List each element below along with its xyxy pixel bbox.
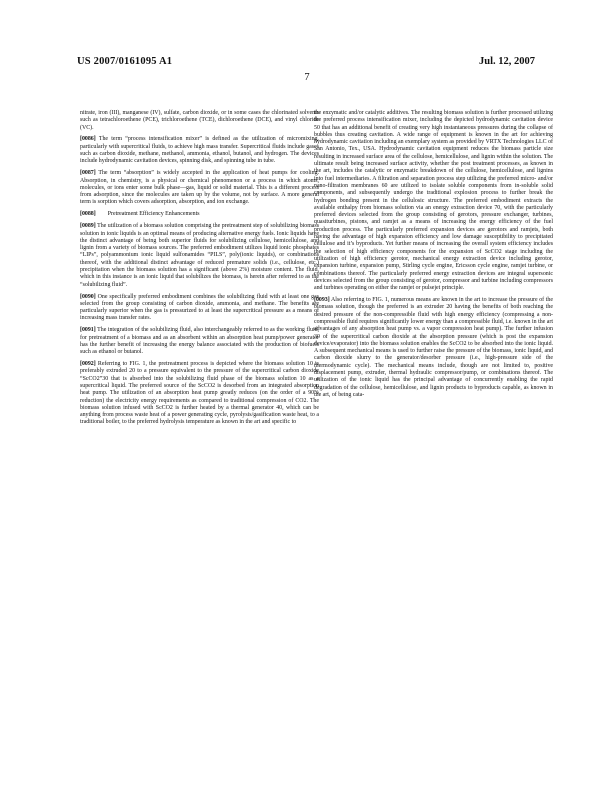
paragraph-number: [0089] <box>80 223 96 230</box>
page-number: 7 <box>304 72 310 83</box>
paragraph-number: [0088] <box>80 211 96 218</box>
paragraph: [0092] Referring to FIG. 1, the pretreatment process is depicted where the biomass solution 10 is preferably extruded 20 to a pressure equivalent to the pressure of the supercritical carbon dioxide “ScCO2”30 that is absorbed into the solubilizing fluid phase of the biomass solution 10 as a supercritical liquid. The preferred source of the ScCO2 is desorbed from an integrated absorption heat pump. The utilization of an absorption heat pump greatly reduces (on the order of a 90% reduction) the electricity energy requirements as compared to traditional compression of CO2. The biomass solution infused with ScCO2 is further heated by a thermal generator 40, which can be anything from process waste heat of a power generating cycle, pyrolysis/gasification waste heat, to a traditional boiler, to the preferred hydrolysis temperature as known in the art and specific to <box>80 361 319 426</box>
right-column <box>314 110 553 404</box>
paragraph-number: [0093] <box>314 297 330 304</box>
left-column <box>80 110 319 431</box>
paragraph: [0086] The term “process intensification mixer” is defined as the utilization of micromixing, particularly with supercritical fluids, to achieve high mass transfer. Supercritical fluids include gases such as carbon dioxide, methane, methanol, ammonia, ethanol, butanol, and hydrogen. The devices include hydrodynamic cavitation devices, spinning disk, and spinning tube in tube. <box>80 136 319 165</box>
publication-number: US 2007/0161095 A1 <box>77 56 173 67</box>
paragraph-number: [0091] <box>80 327 96 334</box>
paragraph-number: [0086] <box>80 136 96 143</box>
paragraph-number: [0092] <box>80 361 96 368</box>
paragraph: [0093] Also referring to FIG. 1, numerous means are known in the art to increase the pressure of the biomass solution, though the preferred is an extruder 20 having the benefits of both reaching the desired pressure of the non-compressible fluid with high energy efficiency (compressing a non-compressible fluid requires significantly lower energy than a compressible fluid, i.e. known in the art advantages of any absorption heat pump vs. a vapor compression heat pump). The further infusion 30 of the supercritical carbon dioxide at the absorption pressure (which is post the expansion device/evaporator) into the biomass solution enables the ScCO2 to be absorbed into the ionic liquid. A subsequent mechanical means is used to further raise the pressure of the biomass, ionic liquid, and carbon dioxide slurry to the generator/desorber pressure (i.e., high-pressure side of the thermodynamic cycle). The mechanical means include, though are not limited to, positive displacement pump, extruder, thermal hydraulic compressor/pump, or combinations thereof. The utilization of the ionic liquid has the principal advantage of concurrently enabling the rapid degradation of the cellulose, hemicellulose, and lignin products to byproducts capable, as known in the art, of being cata- <box>314 297 553 398</box>
paragraph-number: [0087] <box>80 170 96 177</box>
publication-date: Jul. 12, 2007 <box>478 56 535 67</box>
paragraph: [0089] The utilization of a biomass solution comprising the pretreatment step of solubilizing biomass solution in ionic liquids is an optimal means of producing alternative energy fuels. Ionic liquids have the distinct advantage of being both superior fluids for solubilizing cellulose, hemicellulose, and lignin from a variety of biomass sources. The preferred embodiment utilizes liquid ionic phosphates “LIPs”, polyammonium ionic liquid sulfonamides “PILS”, poly(ionic liquids), or combinations thereof, with the additional distinct advantage of reduced premature solids (i.e., cellulose, etc.) precipitation when the biomass solution has a significant (above 2%) moisture content. The fluid, which in this instance is an ionic liquid that solubilizes the biomass, is herein after referred to as the “solubilizing fluid”. <box>80 223 319 288</box>
paragraph: [0090] One specifically preferred embodiment combines the solubilizing fluid with at least one gas selected from the group consisting of carbon dioxide, ammonia, and methane. The benefits are particularly superior when the gas is pressurized to at least the supercritical pressure as a means of increasing mass transfer rates. <box>80 293 319 322</box>
paragraph: [0091] The integration of the solubilizing fluid, also interchangeably referred to as the working fluid, for pretreatment of a biomass and as an absorbent within an absorption heat pump/power generator has the further benefit of increasing the energy balance associated with the production of biofuels such as ethanol or butanol. <box>80 327 319 356</box>
paragraph-number: [0090] <box>80 293 96 300</box>
paragraph: nitrate, iron (III), manganese (IV), sulfate, carbon dioxide, or in some cases the chlorinated solvents such as tetrachloroethene (PCE), trichloroethene (TCE), dichloroethene (DCE), and vinyl chloride (VC). <box>80 110 319 131</box>
paragraph: [0087] The term “absorption” is widely accepted in the application of heat pumps for cooling. Absorption, in chemistry, is a physical or chemical phenomenon or a process in which atoms, molecules, or ions enter some bulk phase—gas, liquid or solid material. This is a different process from adsorption, since the molecules are taken up by the volume, not by surface. A more general term is sorption which covers adsorption, absorption, and ion exchange. <box>80 170 319 206</box>
section-heading: [0088] Pretreatment Efficiency Enhancements <box>80 211 200 218</box>
paragraph: the enzymatic and/or catalytic additives. The resulting biomass solution is further processed utilizing the preferred process intensification mixer, including the depicted hydrodynamic cavitation device 50 that has an additional benefit of creating very high instantaneous pressures during the collapse of bubbles thus creating cavitation. A wide range of equipment is known in the art for achieving hydrodynamic cavitation including an exemplary system as provided by VRTX Technologies LLC of San Antonio, Tex., USA. Hydrodynamic cavitation equipment reduces the biomass particle size resulting in increased surface area of the cellulose, hemicellulose, and lignin within the solution. The ultimate result being increased surface activity, whether the post treatment processes, as known in the art, includes the catalytic or enzymatic breakdown of the cellulose, hemicellulose, and lignins into fuel intermediaries. A filtration and separation process step utilizing the preferred micro- and/or nano-filtration membranes 60 are utilized to isolate soluble components from in-soluble solid components, and subsequently undergo the traditional explosion process to further break the hydrogen bonding present in the cellulosic structure. The preferred embodiment extracts the available enthalpy from biomass solution via an energy extraction device 70, with the particularly preferred devices selected from the group consisting of gerotors, pressure exchanger, turbines, quasiturbines, pistons, and ramjet as a means of increasing the energy efficiency of the fuel production process. The particularly preferred expansion devices are gerotors and ramjets, both having the advantage of high expansion efficiency and low damage susceptibility to precipitated cellulose and it’s byproducts. Yet further means of increasing the overall system efficiency includes the selection of high efficiency components for the expansion of ScCO2 stage including the utilization of high efficiency gerotor, mechanical energy extraction device including gerotor, expansion turbine, expansion pump, Stirling cycle engine, Ericsson cycle engine, ramjet turbine, or combinations thereof. The particularly preferred energy extraction devices are integral supersonic devices selected from the group consisting of gerotor, compressor and turbine including compressors and turbines operating on either the ramjet or pulsejet principle. <box>314 110 553 292</box>
